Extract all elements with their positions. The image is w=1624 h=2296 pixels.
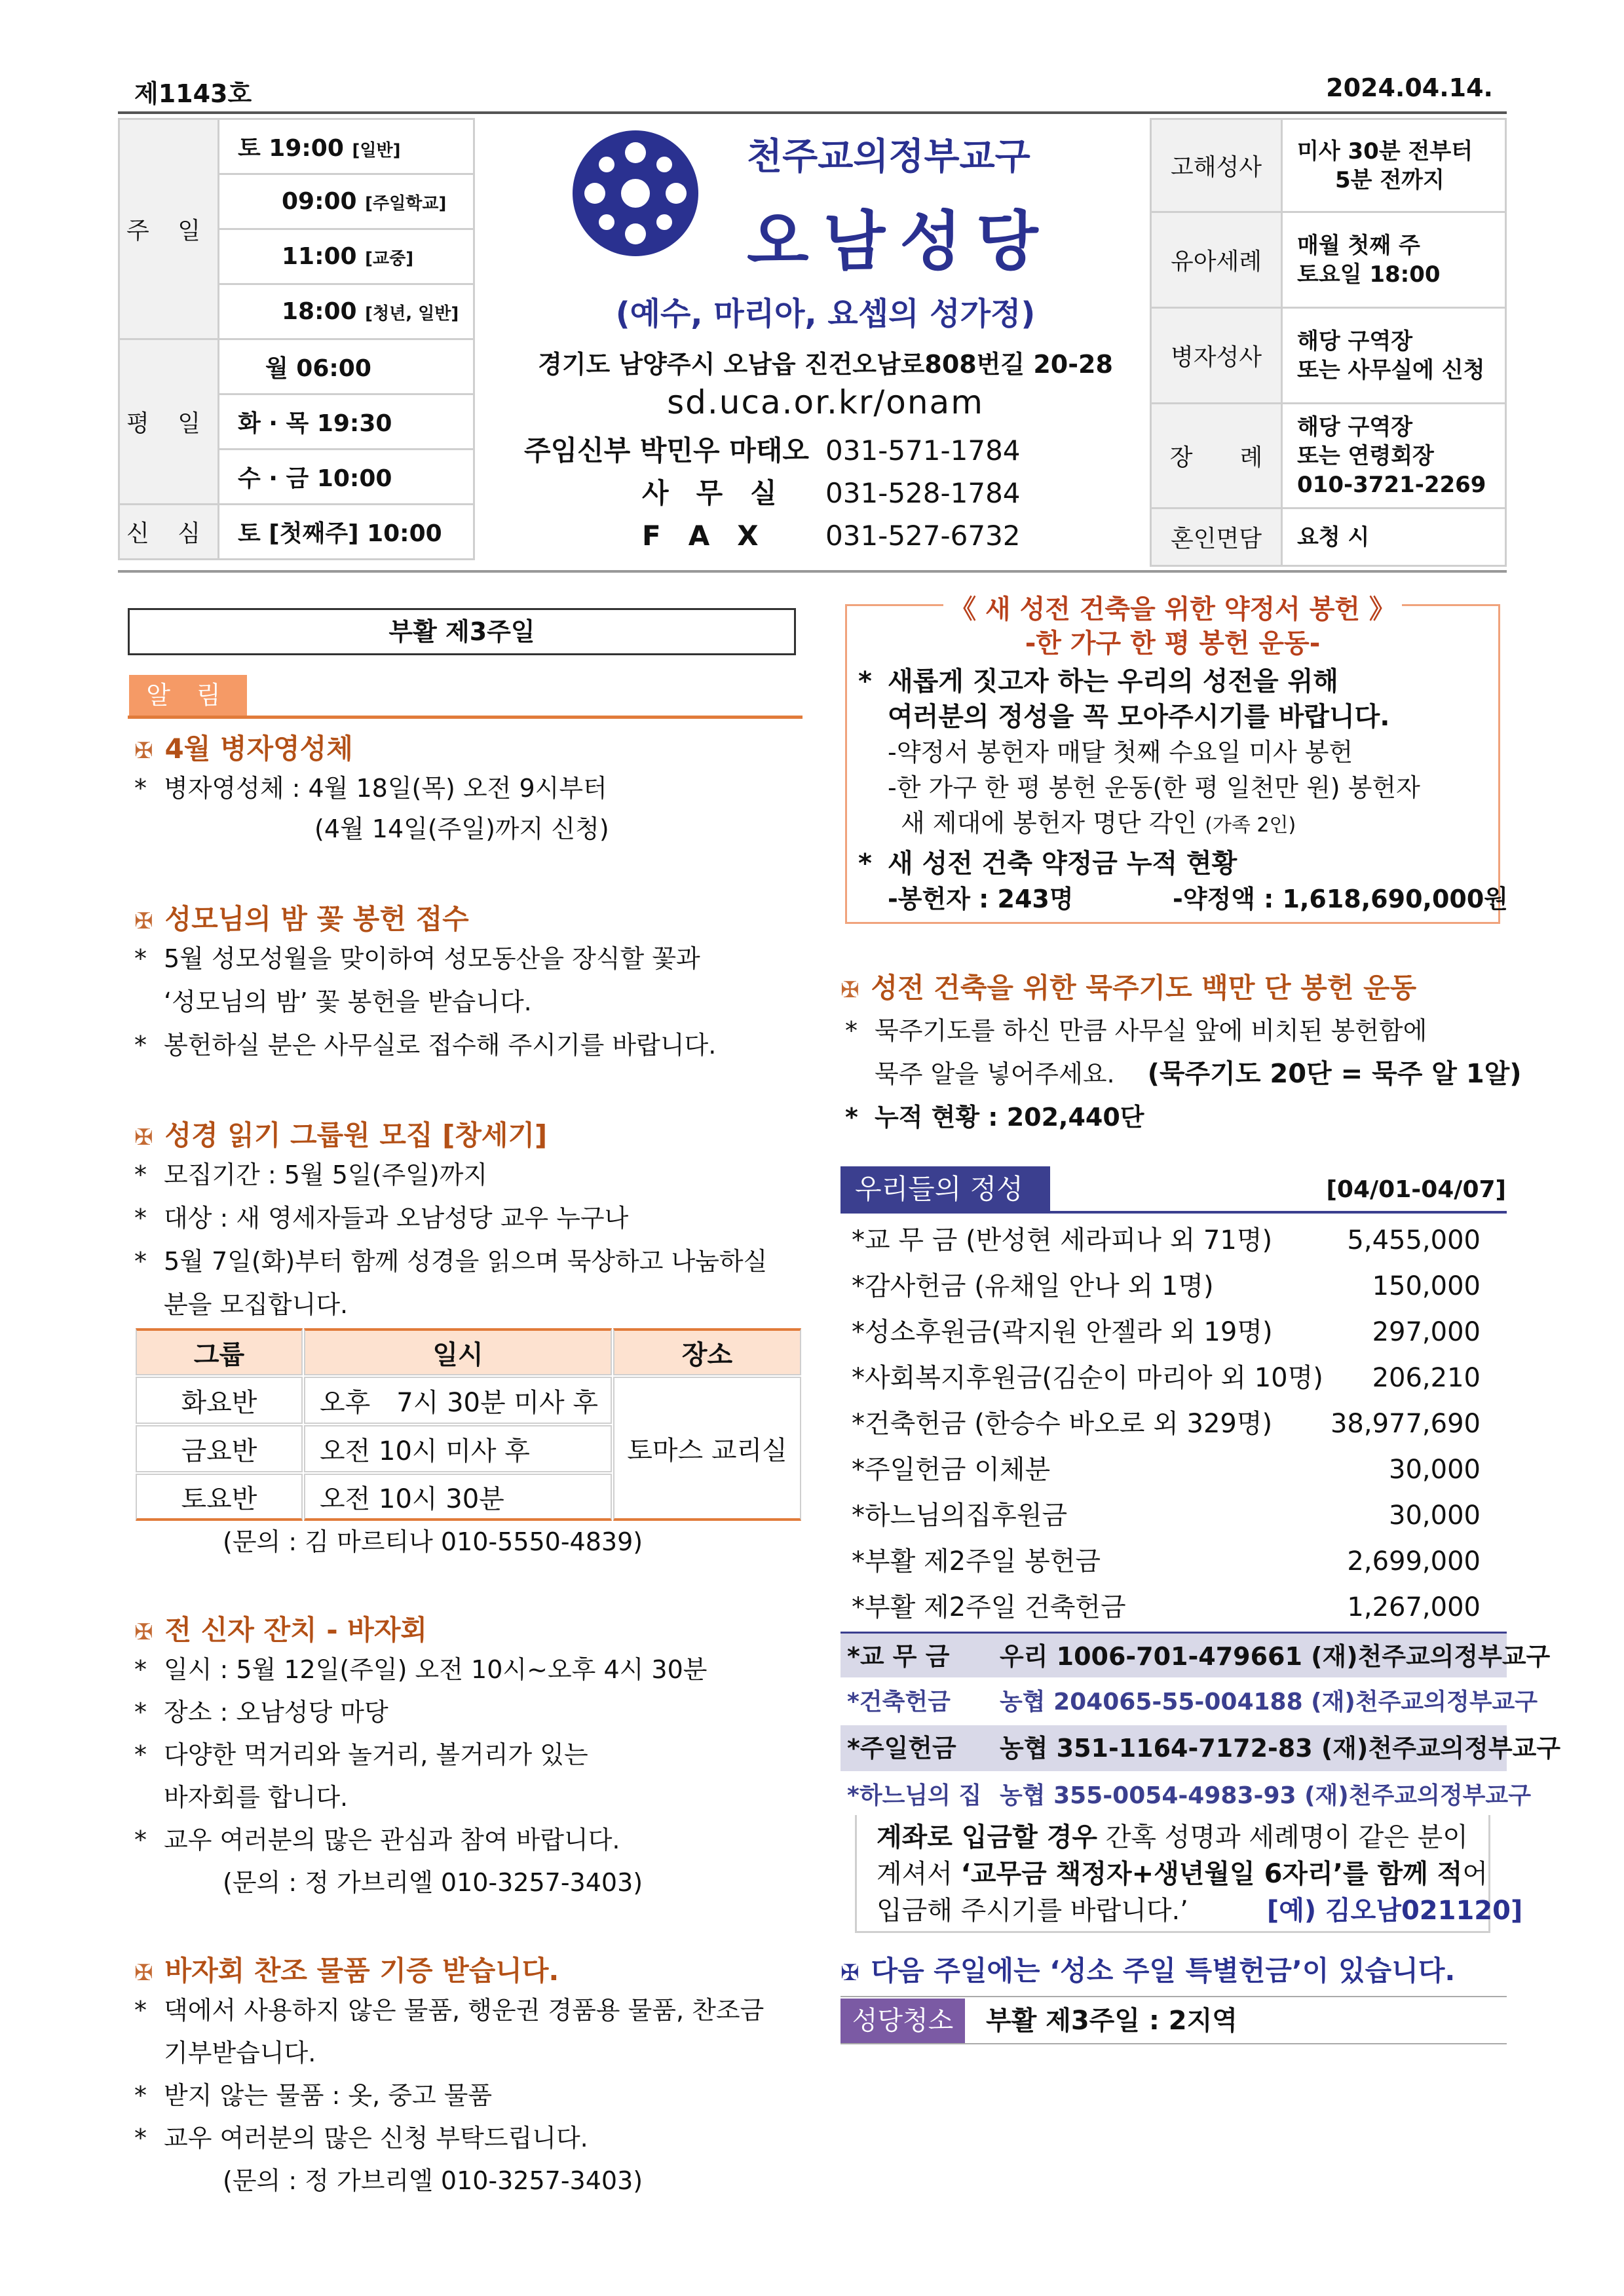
bank-account-row: *하느님의 집 농협 355-0054-4983-93 (재)천주교의정부교구 xyxy=(847,1782,1531,1809)
table-header: 일시 xyxy=(304,1328,612,1375)
parish-motto: (예수, 마리아, 요셉의 성가정) xyxy=(615,296,1036,332)
sacrament-info: 해당 구역장 또는 연령회장 010-3721-2269 xyxy=(1282,404,1506,508)
sacrament-label: 장 례 xyxy=(1151,404,1282,508)
table-row: 토요반 오전 10시 30분 xyxy=(136,1474,801,1521)
weekday-label: 평 일 xyxy=(119,339,219,505)
section-title: ✠ 성모님의 밤 꽃 봉헌 접수 xyxy=(134,903,469,935)
notice-line: * 다양한 먹거리와 놀거리, 볼거리가 있는 xyxy=(134,1740,588,1769)
section-title: ✠ 바자회 찬조 물품 기증 받습니다. xyxy=(134,1955,559,1987)
notice-line: 분을 모집합니다. xyxy=(164,1290,349,1319)
notice-tab: 알 림 xyxy=(129,675,247,716)
table-header: 장소 xyxy=(613,1328,801,1375)
notice-line: * 병자영성체 : 4월 18일(목) 오전 9시부터 xyxy=(134,774,607,803)
sunday-label: 주 일 xyxy=(119,119,219,339)
cleaning-divider xyxy=(840,1996,1507,1997)
fax-contact: F A X 031-527-6732 xyxy=(642,520,1021,552)
offerings-period: [04/01-04/07] xyxy=(1326,1176,1506,1203)
notice-line: * 일시 : 5월 12일(주일) 오전 10시~오후 4시 30분 xyxy=(134,1655,708,1684)
notice-line: 바자회를 합니다. xyxy=(164,1783,349,1812)
pledge-amount: -약정액 : 1,618,690,000원 xyxy=(1173,885,1508,913)
issue-date: 2024.04.14. xyxy=(1326,73,1493,102)
novena-label: 신 심 xyxy=(119,505,219,560)
pledge-line: 여러분의 정성을 꼭 모아주시기를 바랍니다. xyxy=(888,702,1390,732)
mass-time-row: 11:00 [교중] xyxy=(219,229,474,284)
sacrament-label: 고해성사 xyxy=(1151,119,1282,212)
notice-line: * 5월 7일(화)부터 함께 성경을 읽으며 묵상하고 나눔하실 xyxy=(134,1247,768,1276)
top-divider xyxy=(118,111,1507,114)
contact-line: (문의 : 김 마르티나 010-5550-4839) xyxy=(223,1527,643,1556)
cross-icon: ✠ xyxy=(134,1960,153,1986)
cross-icon: ✠ xyxy=(840,977,859,1003)
pledge-line: * 새 성전 건축 약정금 누적 현황 xyxy=(858,849,1237,879)
mass-time-row: 화 · 목 19:30 xyxy=(219,394,474,450)
table-row: 금요반 오전 10시 미사 후 xyxy=(136,1425,801,1472)
parish-address: 경기도 남양주시 오남읍 진건오남로808번길 20-28 xyxy=(538,350,1113,379)
parish-website: sd.uca.or.kr/onam xyxy=(667,383,984,421)
header-divider xyxy=(118,570,1507,573)
group-place: 토마스 교리실 xyxy=(613,1377,801,1521)
issue-number: 제1143호 xyxy=(134,79,252,108)
notice-line: * 봉헌하실 분은 사무실로 접수해 주시기를 바랍니다. xyxy=(134,1031,717,1060)
sacraments-table xyxy=(1150,118,1507,567)
sacrament-label: 혼인면담 xyxy=(1151,508,1282,566)
offering-row: *주일헌금 이체분 30,000 xyxy=(852,1455,1481,1485)
section-title: ✠ 성전 건축을 위한 묵주기도 백만 단 봉헌 운동 xyxy=(840,972,1417,1004)
notice-divider xyxy=(128,716,803,719)
mass-time-row: 토 [첫째주] 10:00 xyxy=(219,505,474,560)
pastor-contact: 주임신부 박민우 마태오 031-571-1784 xyxy=(524,434,1021,467)
notice-line: (4월 14일(주일)까지 신청) xyxy=(314,814,609,843)
notice-line: * 받지 않는 물품 : 옷, 중고 물품 xyxy=(134,2081,493,2110)
sacrament-info: 해당 구역장 또는 사무실에 신청 xyxy=(1282,308,1506,404)
mass-schedule-table xyxy=(118,118,475,560)
table-row: 화요반 오후 7시 30분 미사 후 토마스 교리실 xyxy=(136,1377,801,1424)
offering-row: *사회복지후원금(김순이 마리아 외 10명) 206,210 xyxy=(852,1363,1481,1393)
notice-line: 기부받습니다. xyxy=(164,2038,316,2067)
mass-time-row: 토 19:00 [일반] xyxy=(219,119,474,174)
contact-line: (문의 : 정 가브리엘 010-3257-3403) xyxy=(223,1868,643,1897)
offering-row: *하느님의집후원금 30,000 xyxy=(852,1501,1481,1531)
pledge-donors: -봉헌자 : 243명 xyxy=(888,885,1074,913)
cross-icon: ✠ xyxy=(134,738,153,764)
pledge-line: 새 제대에 봉헌자 명단 각인 (가족 2인) xyxy=(901,809,1296,837)
offering-row: *건축헌금 (한승수 바오로 외 329명) 38,977,690 xyxy=(852,1409,1481,1439)
notice-line: * 모집기간 : 5월 5일(주일)까지 xyxy=(134,1160,488,1189)
sacrament-label: 병자성사 xyxy=(1151,308,1282,404)
table-header: 그룹 xyxy=(136,1328,303,1375)
transfer-notice: 계좌로 입금할 경우 간혹 성명과 세례명이 같은 분이 계셔서 ‘교무금 책정자+생년월일 6자리’를 함께 적어 입금해 주시기를 바랍니다.’ [예) 김오남021120] xyxy=(855,1815,1490,1933)
transfer-example: [예) 김오남021120] xyxy=(1266,1896,1523,1926)
cross-icon: ✠ xyxy=(840,1960,859,1986)
mass-time-row: 수 · 금 10:00 xyxy=(219,450,474,505)
cross-icon: ✠ xyxy=(134,1619,153,1645)
sacrament-info: 매월 첫째 주 토요일 18:00 xyxy=(1282,212,1506,308)
notice-line: * 교우 여러분의 많은 관심과 참여 바랍니다. xyxy=(134,1826,620,1854)
pledge-subtitle: -한 가구 한 평 봉헌 운동- xyxy=(1025,628,1321,659)
offerings-divider xyxy=(840,1211,1507,1214)
offering-row: *성소후원금(곽지원 안젤라 외 19명) 297,000 xyxy=(852,1317,1481,1347)
pledge-title: 《 새 성전 건축을 위한 약정서 봉헌 》 xyxy=(845,588,1500,626)
notice-line: * 교우 여러분의 많은 신청 부탁드립니다. xyxy=(134,2124,588,2152)
sacrament-label: 유아세례 xyxy=(1151,212,1282,308)
sacrament-info: 미사 30분 전부터 5분 전까지 xyxy=(1282,119,1506,212)
next-week-notice: ✠ 다음 주일에는 ‘성소 주일 특별헌금’이 있습니다. xyxy=(840,1955,1456,1987)
offering-row: *감사헌금 (유채일 안나 외 1명) 150,000 xyxy=(852,1271,1481,1301)
cross-icon: ✠ xyxy=(134,1124,153,1151)
notice-line: 묵주 알을 넣어주세요. (묵주기도 20단 = 묵주 알 1알) xyxy=(875,1059,1522,1089)
notice-line: * 장소 : 오남성당 마당 xyxy=(134,1698,388,1727)
office-contact: 사 무 실 031-528-1784 xyxy=(642,477,1021,509)
parish-logo-icon xyxy=(570,128,701,259)
offering-row: *교 무 금 (반성현 세라피나 외 71명) 5,455,000 xyxy=(852,1225,1481,1255)
liturgical-week: 부활 제3주일 xyxy=(128,608,796,655)
cleaning-tab: 성당청소 xyxy=(840,1999,965,2043)
offering-row: *부활 제2주일 건축헌금 1,267,000 xyxy=(852,1592,1481,1622)
bible-group-table xyxy=(134,1327,803,1522)
section-title: ✠ 성경 읽기 그룹원 모집 [창세기] xyxy=(134,1119,548,1151)
parish-name: 오남성당 xyxy=(747,204,1053,279)
bank-account-row: *주일헌금 농협 351-1164-7172-83 (재)천주교의정부교구 xyxy=(840,1725,1507,1771)
notice-line: ‘성모님의 밤’ 꽃 봉헌을 받습니다. xyxy=(164,987,532,1016)
bank-account-row: *교 무 금 우리 1006-701-479661 (재)천주교의정부교구 xyxy=(840,1632,1507,1677)
diocese-name: 천주교의정부교구 xyxy=(747,136,1030,178)
notice-line: * 묵주기도를 하신 만큼 사무실 앞에 비치된 봉헌함에 xyxy=(845,1016,1427,1045)
offerings-tab: 우리들의 정성 xyxy=(840,1166,1050,1212)
mass-time-row: 18:00 [청년, 일반] xyxy=(219,284,474,339)
pledge-line: * 새롭게 짓고자 하는 우리의 성전을 위해 xyxy=(858,666,1338,697)
sacrament-info: 요청 시 xyxy=(1282,508,1506,566)
mass-time-row: 월 06:00 xyxy=(219,339,474,394)
contact-line: (문의 : 정 가브리엘 010-3257-3403) xyxy=(223,2166,643,2195)
pledge-line: -한 가구 한 평 봉헌 운동(한 평 일천만 원) 봉헌자 xyxy=(888,773,1420,802)
notice-line: * 누적 현황 : 202,440단 xyxy=(845,1103,1144,1132)
offering-row: *부활 제2주일 봉헌금 2,699,000 xyxy=(852,1546,1481,1577)
section-title: ✠ 전 신자 잔치 - 바자회 xyxy=(134,1614,427,1646)
mass-time-row: 09:00 [주일학교] xyxy=(219,174,474,229)
cleaning-schedule: 부활 제3주일 : 2지역 xyxy=(986,2006,1237,2036)
notice-line: * 5월 성모성월을 맞이하여 성모동산을 장식할 꽃과 xyxy=(134,944,700,973)
cross-icon: ✠ xyxy=(134,908,153,934)
cleaning-divider xyxy=(840,2043,1507,2044)
section-title: ✠ 4월 병자영성체 xyxy=(134,733,353,765)
bank-account-row: *건축헌금 농협 204065-55-004188 (재)천주교의정부교구 xyxy=(847,1689,1538,1715)
pledge-line: -약정서 봉헌자 매달 첫째 수요일 미사 봉헌 xyxy=(888,738,1353,767)
notice-line: * 댁에서 사용하지 않은 물품, 행운권 경품용 물품, 찬조금 xyxy=(134,1996,765,2025)
notice-line: * 대상 : 새 영세자들과 오남성당 교우 누구나 xyxy=(134,1204,629,1233)
